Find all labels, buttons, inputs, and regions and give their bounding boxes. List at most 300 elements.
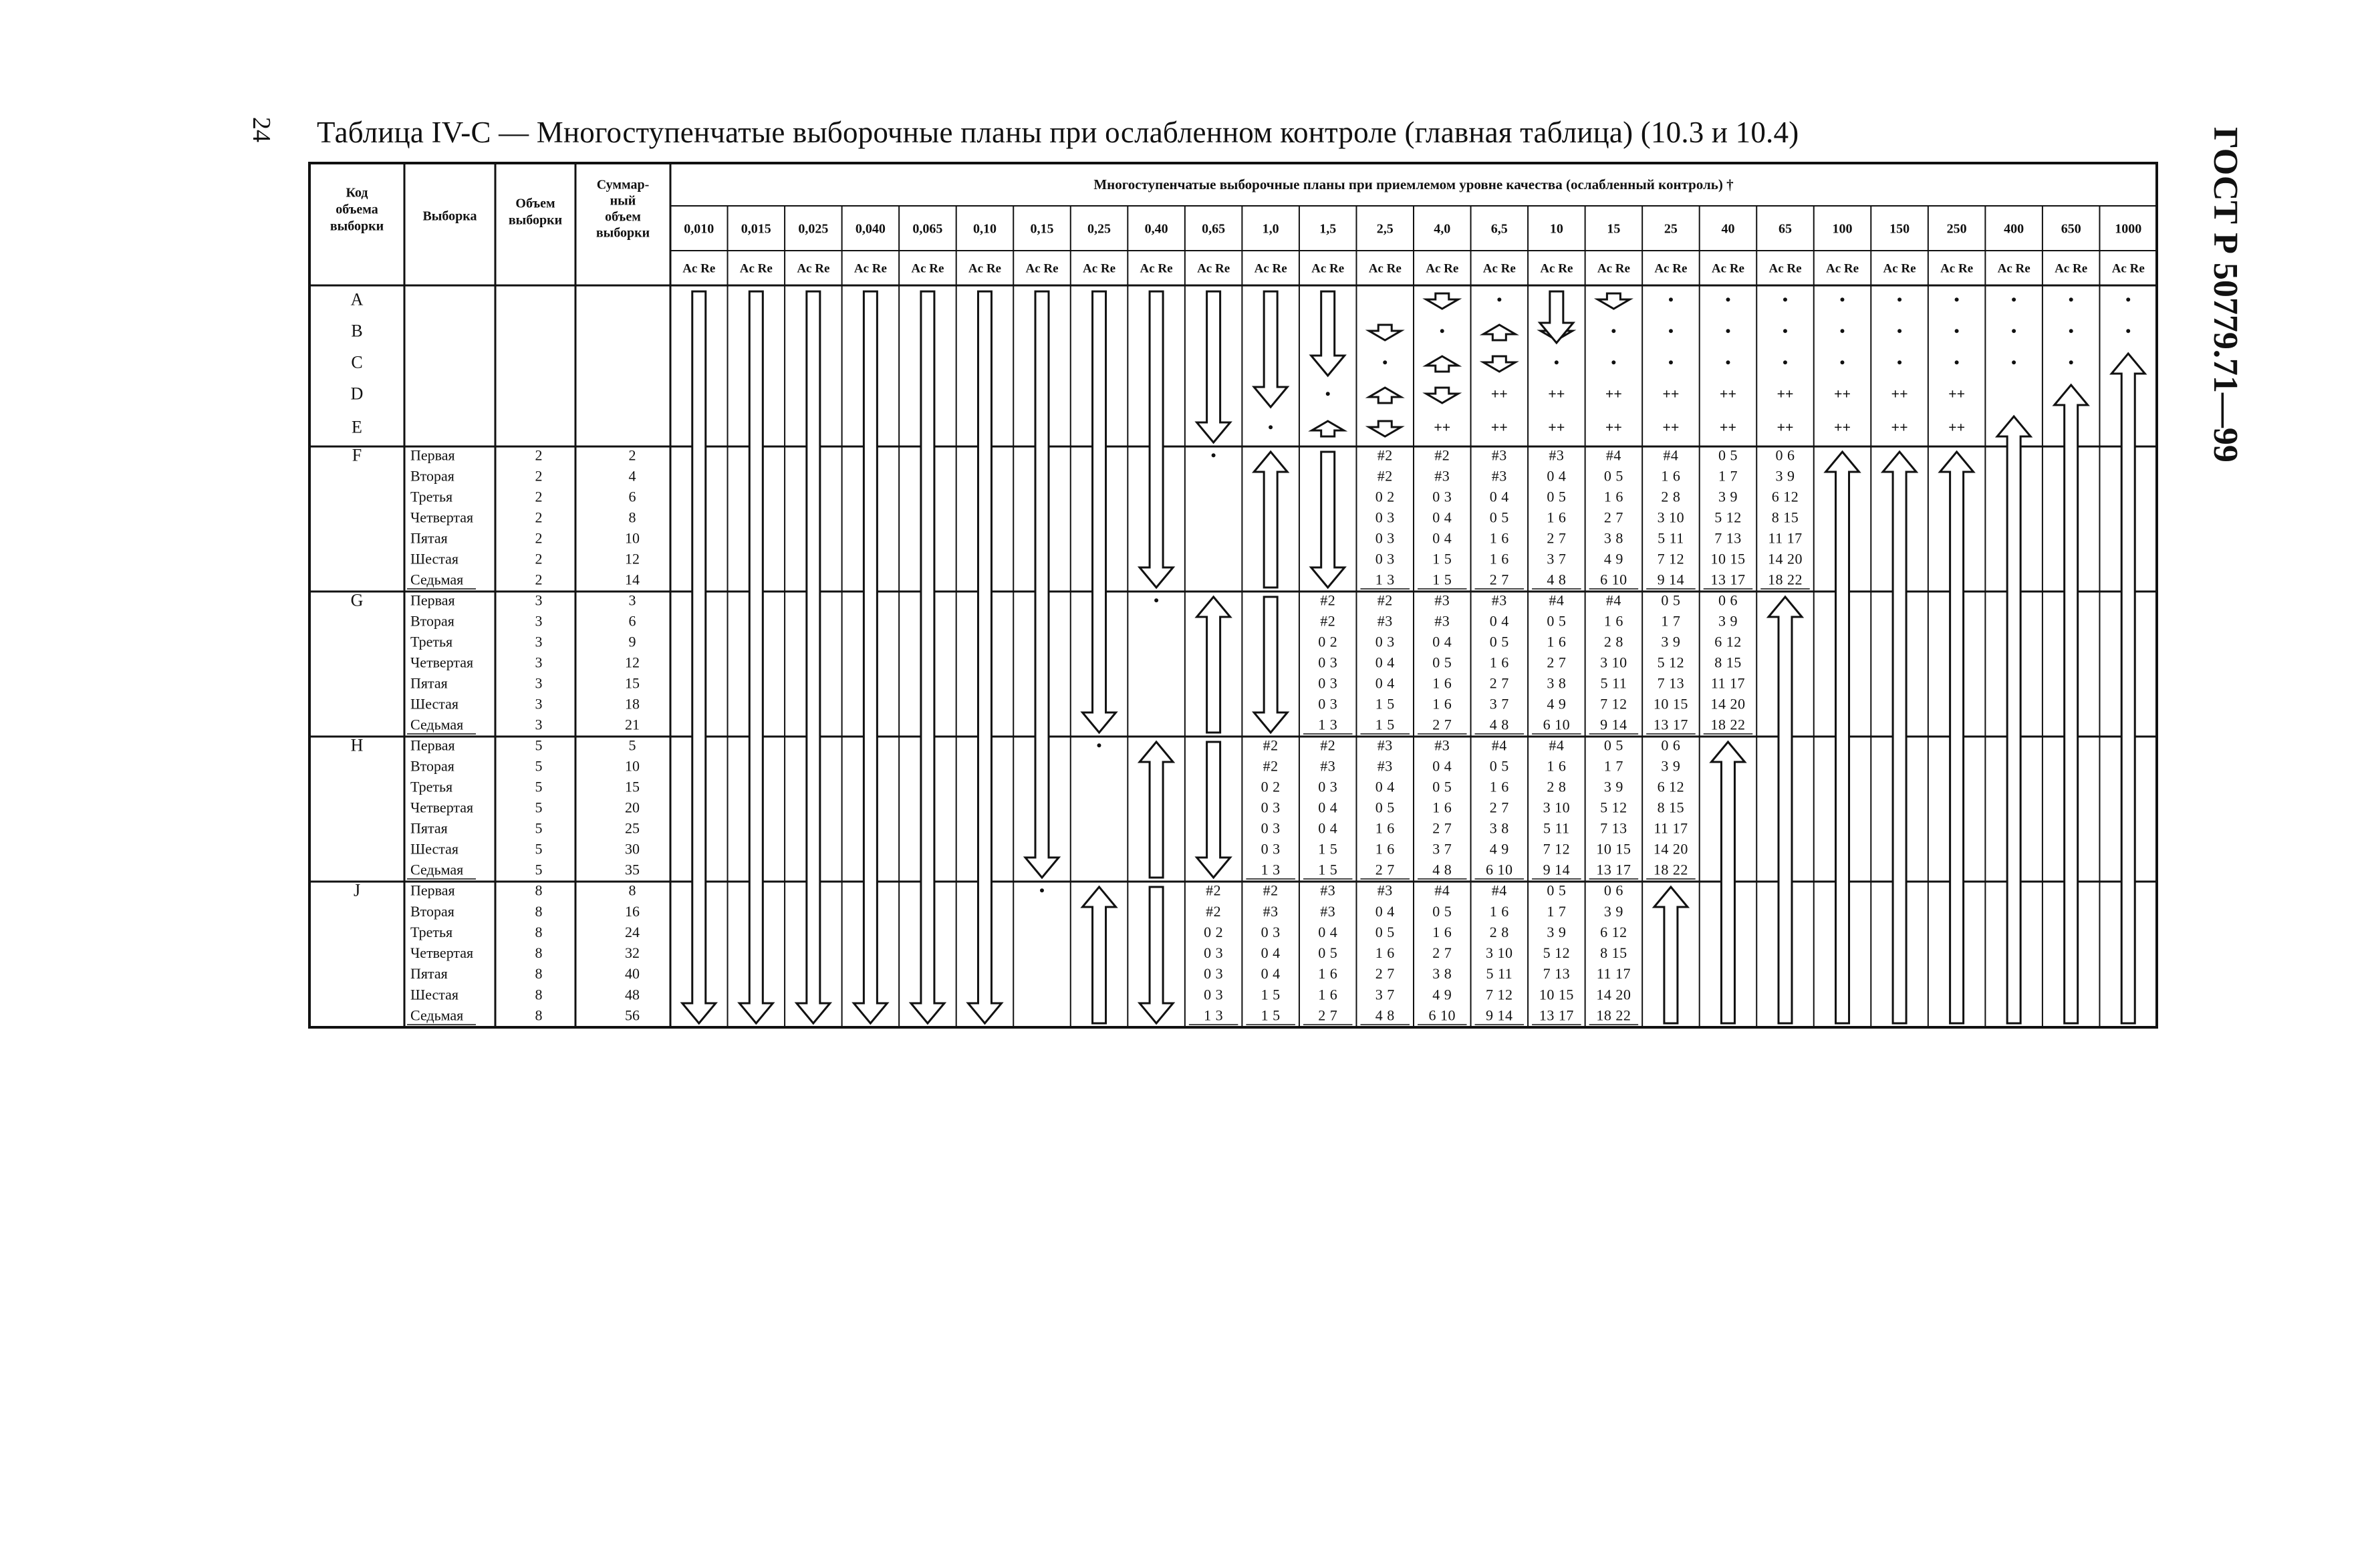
ac-re-value: 2 7 xyxy=(1375,965,1395,983)
ac-re-value: 1 6 xyxy=(1547,509,1567,526)
ac-re-value: 7 13 xyxy=(1657,674,1685,692)
no-plan-dot: • xyxy=(1897,322,1902,340)
ac-re-value: 4 8 xyxy=(1432,861,1452,878)
ac-re-value: 0 3 xyxy=(1318,674,1338,692)
stage-sample-size: 5 xyxy=(535,778,543,795)
stage-sample-size: 5 xyxy=(535,840,543,858)
stage-sample-size: 2 xyxy=(535,446,543,464)
ac-re-value: 4 9 xyxy=(1489,840,1509,858)
ac-re-value: 1 5 xyxy=(1261,1007,1281,1024)
no-plan-dot: • xyxy=(1154,592,1159,609)
stage-name: Шестая xyxy=(410,550,459,567)
no-plan-dot: • xyxy=(1496,291,1502,308)
ac-re-value: #2 xyxy=(1377,467,1393,485)
ac-re-value: 5 11 xyxy=(1486,965,1513,983)
ac-re-value: 6 12 xyxy=(1771,488,1799,505)
aql-level-label: 40 xyxy=(1721,221,1735,237)
ac-re-value: 8 15 xyxy=(1657,799,1685,816)
ac-re-value: 0 5 xyxy=(1603,737,1623,754)
ac-re-value: 11 17 xyxy=(1654,819,1688,837)
ac-re-value: #2 xyxy=(1263,757,1279,775)
header-size-label: Объем xyxy=(515,196,555,211)
plus-plus-symbol: ++ xyxy=(1490,418,1508,436)
ac-re-value: #3 xyxy=(1377,612,1393,630)
aql-level-label: 2,5 xyxy=(1376,221,1394,237)
ac-re-value: 1 5 xyxy=(1432,571,1452,588)
ac-re-label: Ac Re xyxy=(1711,261,1744,276)
header-cumulative-label: Суммар- xyxy=(596,177,650,192)
arrow-down-icon xyxy=(1083,291,1116,733)
ac-re-value: 1 5 xyxy=(1375,695,1395,712)
ac-re-value: #4 xyxy=(1491,737,1507,754)
stage-cumulative-size: 48 xyxy=(625,986,640,1003)
ac-re-value: 0 5 xyxy=(1547,882,1567,899)
ac-re-label: Ac Re xyxy=(1197,261,1230,276)
stage-sample-size: 2 xyxy=(535,550,543,567)
ac-re-value: 7 12 xyxy=(1600,695,1627,712)
ac-re-value: 18 22 xyxy=(1596,1007,1631,1024)
ac-re-value: #2 xyxy=(1263,737,1279,754)
stage-cumulative-size: 15 xyxy=(625,778,640,795)
ac-re-value: 11 17 xyxy=(1710,674,1746,692)
ac-re-value: 0 3 xyxy=(1204,965,1224,983)
ac-re-value: 0 3 xyxy=(1261,799,1281,816)
stage-sample-size: 2 xyxy=(535,571,543,588)
no-plan-dot: • xyxy=(1668,322,1674,340)
aql-level-label: 0,065 xyxy=(912,221,943,237)
no-plan-dot: • xyxy=(1611,322,1617,340)
standard-code: ГОСТ Р 50779.71—99 xyxy=(2206,127,2244,463)
no-plan-dot: • xyxy=(1553,354,1559,371)
aql-level-label: 15 xyxy=(1607,221,1621,237)
stage-cumulative-size: 35 xyxy=(625,861,640,878)
ac-re-value: 1 6 xyxy=(1489,550,1509,567)
ac-re-value: 1 7 xyxy=(1661,612,1681,630)
arrow-down-icon xyxy=(1254,597,1287,733)
no-plan-dot: • xyxy=(1783,322,1788,340)
stage-cumulative-size: 56 xyxy=(625,1007,640,1024)
ac-re-value: #2 xyxy=(1434,446,1450,464)
stage-sample-size: 2 xyxy=(535,488,543,505)
ac-re-value: 5 12 xyxy=(1657,654,1685,671)
stage-name: Первая xyxy=(410,446,455,464)
aql-level-label: 100 xyxy=(1832,221,1853,237)
arrow-up-icon xyxy=(1197,597,1230,733)
ac-re-value: 2 7 xyxy=(1547,529,1567,547)
ac-re-value: 0 4 xyxy=(1318,923,1338,940)
ac-re-label: Ac Re xyxy=(1997,261,2030,276)
ac-re-value: 0 3 xyxy=(1261,923,1281,940)
ac-re-value: 1 6 xyxy=(1661,467,1681,485)
no-plan-dot: • xyxy=(1725,291,1731,308)
ac-re-value: 0 4 xyxy=(1375,654,1395,671)
ac-re-value: 1 3 xyxy=(1204,1007,1224,1024)
ac-re-value: 0 4 xyxy=(1432,757,1452,775)
no-plan-dot: • xyxy=(1897,291,1902,308)
no-plan-dot: • xyxy=(1210,446,1216,464)
ac-re-value: 1 3 xyxy=(1375,571,1395,588)
ac-re-value: 1 6 xyxy=(1432,923,1452,940)
ac-re-value: 13 17 xyxy=(1710,571,1746,588)
no-plan-dot: • xyxy=(1839,322,1845,340)
ac-re-value: 2 7 xyxy=(1318,1007,1338,1024)
header-size-label: выборки xyxy=(508,213,563,228)
stage-cumulative-size: 24 xyxy=(625,923,640,940)
ac-re-value: 0 4 xyxy=(1375,902,1395,920)
ac-re-value: 3 10 xyxy=(1543,799,1571,816)
plus-plus-symbol: ++ xyxy=(1605,385,1622,402)
ac-re-value: 10 15 xyxy=(1710,550,1746,567)
ac-re-value: 1 6 xyxy=(1603,612,1623,630)
ac-re-value: #3 xyxy=(1434,467,1450,485)
arrow-down-icon xyxy=(853,291,887,1023)
ac-re-value: 1 6 xyxy=(1318,986,1338,1003)
sample-size-code: J xyxy=(353,880,361,900)
ac-re-value: 3 7 xyxy=(1547,550,1567,567)
aql-level-label: 0,40 xyxy=(1144,221,1168,237)
stage-name: Третья xyxy=(410,778,453,795)
ac-re-value: 4 9 xyxy=(1603,550,1623,567)
header-cumulative-label: выборки xyxy=(596,225,650,241)
ac-re-value: 0 3 xyxy=(1375,550,1395,567)
ac-re-value: 5 12 xyxy=(1600,799,1627,816)
arrow-up-icon xyxy=(1426,356,1458,372)
plus-plus-symbol: ++ xyxy=(1833,418,1851,436)
arrow-down-icon xyxy=(797,291,830,1023)
stage-cumulative-size: 8 xyxy=(628,509,636,526)
ac-re-value: #2 xyxy=(1206,882,1222,899)
ac-re-value: #3 xyxy=(1549,446,1565,464)
ac-re-label: Ac Re xyxy=(968,261,1001,276)
ac-re-value: 1 6 xyxy=(1603,488,1623,505)
no-plan-dot: • xyxy=(1897,354,1902,371)
arrow-up-icon xyxy=(1140,742,1173,878)
ac-re-value: 8 15 xyxy=(1600,944,1627,962)
arrow-down-icon xyxy=(968,291,1001,1023)
stage-cumulative-size: 16 xyxy=(625,902,640,920)
plus-plus-symbol: ++ xyxy=(1891,385,1908,402)
ac-re-value: 13 17 xyxy=(1539,1007,1574,1024)
ac-re-value: 0 5 xyxy=(1489,757,1509,775)
plus-plus-symbol: ++ xyxy=(1833,385,1851,402)
arrow-down-icon xyxy=(739,291,773,1023)
stage-name: Шестая xyxy=(410,840,459,858)
no-plan-dot: • xyxy=(1839,291,1845,308)
arrow-down-icon xyxy=(682,291,716,1023)
plus-plus-symbol: ++ xyxy=(1777,418,1794,436)
aql-level-label: 0,015 xyxy=(741,221,771,237)
ac-re-value: 0 5 xyxy=(1718,446,1738,464)
ac-re-value: 2 7 xyxy=(1489,674,1509,692)
ac-re-value: 2 8 xyxy=(1489,923,1509,940)
ac-re-value: #3 xyxy=(1377,737,1393,754)
ac-re-value: 0 4 xyxy=(1432,529,1452,547)
sample-size-code: H xyxy=(350,735,364,755)
ac-re-value: 0 4 xyxy=(1375,674,1395,692)
ac-re-value: 11 17 xyxy=(1596,965,1631,983)
ac-re-value: 6 10 xyxy=(1486,861,1513,878)
stage-sample-size: 2 xyxy=(535,467,543,485)
ac-re-value: #3 xyxy=(1491,467,1507,485)
arrow-down-icon xyxy=(1483,356,1515,372)
no-plan-dot: • xyxy=(1954,322,1960,340)
ac-re-value: 0 4 xyxy=(1489,612,1509,630)
ac-re-value: #3 xyxy=(1320,757,1336,775)
ac-re-value: 6 10 xyxy=(1600,571,1627,588)
stage-sample-size: 3 xyxy=(535,592,543,609)
ac-re-value: 10 15 xyxy=(1596,840,1631,858)
table-border xyxy=(309,163,2157,1027)
ac-re-value: #4 xyxy=(1549,737,1565,754)
ac-re-value: #2 xyxy=(1320,737,1336,754)
ac-re-value: 0 3 xyxy=(1375,509,1395,526)
ac-re-value: 3 10 xyxy=(1600,654,1627,671)
stage-cumulative-size: 15 xyxy=(625,674,640,692)
ac-re-value: 0 5 xyxy=(1375,799,1395,816)
sample-size-code: A xyxy=(350,289,364,309)
ac-re-value: 3 9 xyxy=(1661,757,1681,775)
ac-re-value: 0 3 xyxy=(1318,778,1338,795)
sample-size-code: C xyxy=(351,352,363,372)
no-plan-dot: • xyxy=(1039,882,1045,899)
aql-level-label: 650 xyxy=(2061,221,2081,237)
arrow-up-icon xyxy=(2055,385,2088,1023)
ac-re-value: 0 4 xyxy=(1489,488,1509,505)
stage-name: Третья xyxy=(410,488,453,505)
stage-sample-size: 3 xyxy=(535,695,543,712)
ac-re-value: 1 6 xyxy=(1318,965,1338,983)
aql-level-label: 0,65 xyxy=(1202,221,1226,237)
stage-cumulative-size: 30 xyxy=(625,840,640,858)
ac-re-value: 5 12 xyxy=(1714,509,1742,526)
ac-re-value: 1 5 xyxy=(1432,550,1452,567)
ac-re-value: 9 14 xyxy=(1657,571,1685,588)
stage-sample-size: 3 xyxy=(535,633,543,650)
ac-re-label: Ac Re xyxy=(2111,261,2145,276)
ac-re-value: 1 6 xyxy=(1489,778,1509,795)
ac-re-label: Ac Re xyxy=(739,261,773,276)
ac-re-value: 2 7 xyxy=(1432,716,1452,733)
ac-re-value: #3 xyxy=(1434,592,1450,609)
ac-re-label: Ac Re xyxy=(1426,261,1459,276)
stage-name: Седьмая xyxy=(410,861,464,878)
header-code-label: выборки xyxy=(330,219,384,234)
ac-re-label: Ac Re xyxy=(1083,261,1116,276)
ac-re-label: Ac Re xyxy=(1883,261,1916,276)
no-plan-dot: • xyxy=(2068,322,2074,340)
stage-cumulative-size: 6 xyxy=(628,488,636,505)
arrow-down-icon xyxy=(1426,388,1458,403)
ac-re-value: #2 xyxy=(1377,446,1393,464)
ac-re-value: 1 7 xyxy=(1547,902,1567,920)
stage-sample-size: 3 xyxy=(535,612,543,630)
stage-name: Первая xyxy=(410,737,455,754)
ac-re-value: 0 5 xyxy=(1318,944,1338,962)
ac-re-value: #2 xyxy=(1320,592,1336,609)
arrow-up-icon xyxy=(1083,887,1116,1023)
ac-re-value: #3 xyxy=(1263,902,1279,920)
no-plan-dot: • xyxy=(2011,322,2017,340)
ac-re-value: 1 6 xyxy=(1432,799,1452,816)
ac-re-label: Ac Re xyxy=(1768,261,1802,276)
ac-re-value: #2 xyxy=(1206,902,1222,920)
ac-re-value: 0 5 xyxy=(1489,633,1509,650)
ac-re-value: 0 5 xyxy=(1375,923,1395,940)
header-sample-label: Выборка xyxy=(422,209,477,224)
aql-level-label: 0,25 xyxy=(1087,221,1111,237)
ac-re-label: Ac Re xyxy=(1140,261,1173,276)
ac-re-value: 14 20 xyxy=(1768,550,1803,567)
stage-name: Шестая xyxy=(410,986,459,1003)
ac-re-value: 0 4 xyxy=(1375,778,1395,795)
ac-re-value: #3 xyxy=(1491,592,1507,609)
stage-name: Первая xyxy=(410,592,455,609)
arrow-down-icon xyxy=(1540,291,1573,343)
stage-sample-size: 8 xyxy=(535,902,543,920)
arrow-down-icon xyxy=(1311,452,1345,587)
ac-re-value: 18 22 xyxy=(1710,716,1746,733)
ac-re-value: 6 10 xyxy=(1428,1007,1456,1024)
ac-re-value: 0 2 xyxy=(1375,488,1395,505)
no-plan-dot: • xyxy=(1325,385,1331,402)
ac-re-value: 3 8 xyxy=(1603,529,1623,547)
stage-name: Пятая xyxy=(410,674,448,692)
ac-re-value: 0 2 xyxy=(1204,923,1224,940)
no-plan-dot: • xyxy=(1268,418,1274,436)
ac-re-value: #3 xyxy=(1491,446,1507,464)
sample-size-code: D xyxy=(350,384,364,404)
ac-re-value: 7 12 xyxy=(1657,550,1685,567)
plus-plus-symbol: ++ xyxy=(1548,418,1565,436)
aql-level-label: 0,025 xyxy=(798,221,829,237)
ac-re-value: 13 17 xyxy=(1653,716,1688,733)
arrow-down-icon xyxy=(1197,291,1230,442)
stage-sample-size: 8 xyxy=(535,944,543,962)
ac-re-label: Ac Re xyxy=(1254,261,1287,276)
ac-re-value: 3 7 xyxy=(1375,986,1395,1003)
ac-re-label: Ac Re xyxy=(682,261,716,276)
ac-re-value: 8 15 xyxy=(1771,509,1799,526)
stage-sample-size: 5 xyxy=(535,861,543,878)
ac-re-value: 0 5 xyxy=(1547,488,1567,505)
ac-re-value: 18 22 xyxy=(1653,861,1688,878)
stage-cumulative-size: 40 xyxy=(625,965,640,983)
ac-re-label: Ac Re xyxy=(1654,261,1688,276)
ac-re-value: 1 5 xyxy=(1318,840,1338,858)
stage-name: Вторая xyxy=(410,612,454,630)
ac-re-value: 6 12 xyxy=(1657,778,1685,795)
no-plan-dot: • xyxy=(1439,322,1445,340)
ac-re-value: 3 10 xyxy=(1657,509,1685,526)
ac-re-value: 1 6 xyxy=(1489,654,1509,671)
ac-re-value: 4 9 xyxy=(1432,986,1452,1003)
arrow-down-icon xyxy=(1426,293,1458,309)
ac-re-label: Ac Re xyxy=(1368,261,1402,276)
header-cumulative-label: ный xyxy=(610,193,636,209)
ac-re-label: Ac Re xyxy=(1311,261,1345,276)
ac-re-value: #2 xyxy=(1377,592,1393,609)
ac-re-value: 4 8 xyxy=(1547,571,1567,588)
stage-name: Вторая xyxy=(410,757,454,775)
arrow-up-icon xyxy=(1254,452,1287,587)
stage-sample-size: 3 xyxy=(535,716,543,733)
ac-re-label: Ac Re xyxy=(853,261,887,276)
stage-name: Четвертая xyxy=(410,799,474,816)
ac-re-value: 0 5 xyxy=(1432,902,1452,920)
ac-re-label: Ac Re xyxy=(1826,261,1859,276)
arrow-up-icon xyxy=(1369,388,1401,403)
no-plan-dot: • xyxy=(2068,291,2074,308)
ac-re-value: 7 13 xyxy=(1714,529,1742,547)
arrow-down-icon xyxy=(1197,742,1230,878)
sample-size-code: B xyxy=(351,321,363,341)
no-plan-dot: • xyxy=(1783,354,1788,371)
ac-re-value: 3 10 xyxy=(1486,944,1513,962)
ac-re-value: 2 7 xyxy=(1432,819,1452,837)
sample-size-code: G xyxy=(350,590,364,610)
ac-re-value: 4 8 xyxy=(1375,1007,1395,1024)
stage-sample-size: 8 xyxy=(535,965,543,983)
stage-name: Третья xyxy=(410,923,453,940)
ac-re-value: 5 12 xyxy=(1543,944,1571,962)
aql-level-label: 25 xyxy=(1664,221,1678,237)
stage-cumulative-size: 10 xyxy=(625,757,640,775)
ac-re-label: Ac Re xyxy=(1482,261,1516,276)
ac-re-value: #3 xyxy=(1377,882,1393,899)
ac-re-value: 1 3 xyxy=(1261,861,1281,878)
header-cumulative-label: объем xyxy=(605,209,641,225)
ac-re-value: 14 20 xyxy=(1596,986,1631,1003)
ac-re-value: 0 5 xyxy=(1661,592,1681,609)
ac-re-value: 1 6 xyxy=(1375,944,1395,962)
aql-level-label: 400 xyxy=(2004,221,2024,237)
ac-re-value: 6 12 xyxy=(1714,633,1742,650)
stage-cumulative-size: 18 xyxy=(625,695,640,712)
ac-re-label: Ac Re xyxy=(2055,261,2088,276)
ac-re-value: 0 2 xyxy=(1318,633,1338,650)
stage-sample-size: 5 xyxy=(535,819,543,837)
ac-re-value: 3 7 xyxy=(1432,840,1452,858)
ac-re-value: #4 xyxy=(1549,592,1565,609)
stage-name: Третья xyxy=(410,633,453,650)
ac-re-value: 2 7 xyxy=(1432,944,1452,962)
stage-cumulative-size: 2 xyxy=(628,446,636,464)
ac-re-value: 2 8 xyxy=(1547,778,1567,795)
stage-name: Четвертая xyxy=(410,944,474,962)
no-plan-dot: • xyxy=(1725,322,1731,340)
ac-re-value: 0 3 xyxy=(1261,840,1281,858)
ac-re-value: 0 3 xyxy=(1204,944,1224,962)
no-plan-dot: • xyxy=(1096,737,1102,754)
ac-re-value: 18 22 xyxy=(1768,571,1803,588)
ac-re-value: 1 6 xyxy=(1375,840,1395,858)
aql-level-label: 250 xyxy=(1946,221,1967,237)
ac-re-value: 9 14 xyxy=(1600,716,1627,733)
stage-name: Вторая xyxy=(410,467,454,485)
ac-re-value: 1 5 xyxy=(1375,716,1395,733)
stage-cumulative-size: 3 xyxy=(628,592,636,609)
ac-re-value: #4 xyxy=(1605,592,1621,609)
ac-re-value: 1 6 xyxy=(1547,633,1567,650)
stage-sample-size: 3 xyxy=(535,674,543,692)
ac-re-value: 3 8 xyxy=(1432,965,1452,983)
ac-re-value: 2 8 xyxy=(1661,488,1681,505)
stage-name: Четвертая xyxy=(410,654,474,671)
no-plan-dot: • xyxy=(1839,354,1845,371)
ac-re-value: 1 5 xyxy=(1261,986,1281,1003)
ac-re-value: 0 3 xyxy=(1318,654,1338,671)
aql-level-label: 0,040 xyxy=(855,221,886,237)
